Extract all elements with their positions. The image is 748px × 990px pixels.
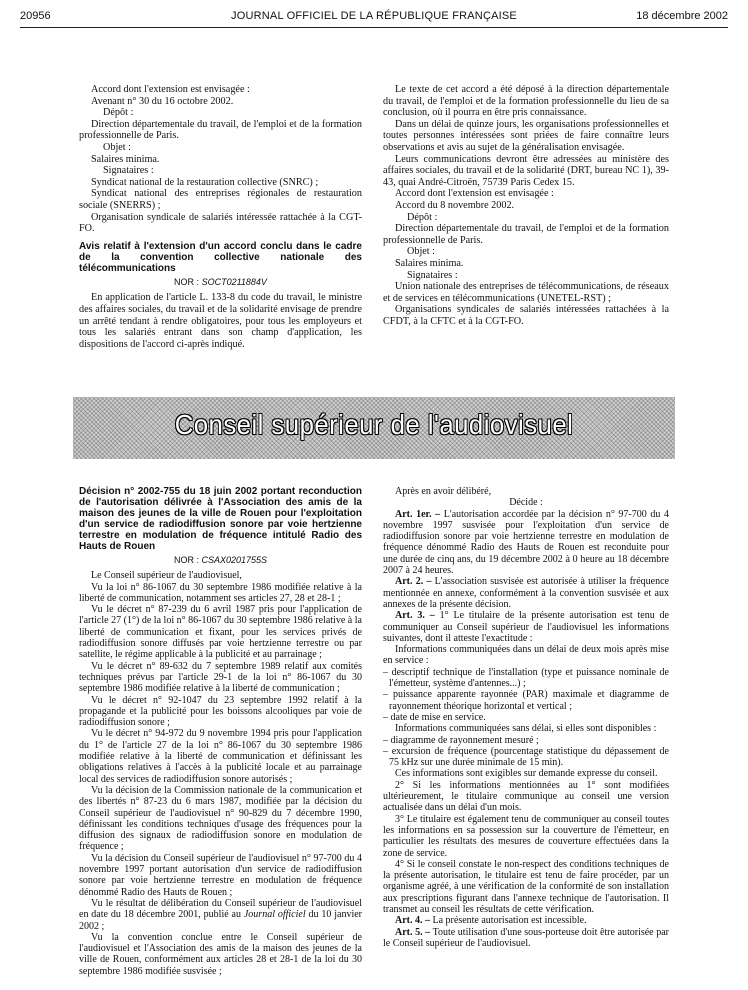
decision-articles-column [383, 486, 669, 949]
article-label: Art. 3. – [395, 610, 435, 622]
nor-code: SOCT0211884V [201, 276, 267, 287]
text-line: Vu la convention conclue entre le Conseil supérieur de l'audiovisuel et l'Association des amis de la maison des jeunes de la ville de Rouen, conformément aux articles 28 et 28-1 de la loi du 30 septembre 1986 modifiée susvisée ; [79, 931, 362, 977]
text-line: Signataires : [103, 165, 154, 177]
banner-title: Conseil supérieur de l'audiovisuel [174, 409, 574, 440]
journal-name: Journal officiel [243, 909, 306, 921]
nor-label: NOR : [174, 276, 202, 287]
article-label: Art. 4. – [395, 915, 430, 927]
list-item: – diagramme de rayonnement mesuré ; [383, 734, 539, 746]
text-line: Décide : [509, 497, 543, 509]
decision-title: Décision n° 2002-755 du 18 juin 2002 portant reconduction de l'autorisation délivrée à l'Association des amis de la maison des jeunes de la ville de Rouen pour l'exploitation d'un service de radiodiffusion sonore par voie hertzienne terrestre en modulation de fréquence intitulé Radio des Hauts de Rouen [79, 486, 362, 552]
text-line: Organisations syndicales de salariés intéressées rattachées à la CFDT, à la CFTC et à la CGT-FO. [383, 304, 669, 327]
section-banner [73, 397, 675, 459]
list-item: – date de mise en service. [383, 711, 486, 723]
article-text: L'association susvisée est autorisée à utiliser la fréquence mentionnée en annexe, conformément à la convention susvisée et aux annexes de la présente décision. [383, 576, 669, 610]
article-label: Art. 5. – [395, 926, 431, 938]
avis-title: Avis relatif à l'extension d'un accord conclu dans le cadre de la convention collective nationale des télécommunications [79, 240, 362, 274]
text-line: Direction départementale du travail, de l'emploi et de la formation professionnelle de Paris. [79, 118, 362, 142]
text-line: Dépôt : [103, 107, 134, 119]
text-line: Avenant n° 30 du 16 octobre 2002. [91, 95, 234, 107]
article-1 [383, 509, 669, 577]
text-line: Le texte de cet accord a été déposé à la direction départementale du travail, de l'emploi et de la formation professionnelle du lieu de sa conclusion, où il pourra en être pris connaissance. [383, 84, 669, 119]
text-line: Vu le décret n° 89-632 du 7 septembre 1989 relatif aux comités techniques prévus par l'article 29-1 de la loi n° 86-1067 du 30 septembre 1986 modifiée relative à la liberté de communication ; [79, 660, 362, 695]
text-line: Objet : [103, 141, 132, 153]
text-line: Syndicat national des entreprises régionales de restauration sociale (SNERRS) ; [79, 188, 362, 211]
text-line: Direction départementale du travail, de l'emploi et de la formation professionnelle de Paris. [383, 223, 669, 246]
list-item: – excursion de fréquence (pourcentage statistique du dépassement de 75 kHz sur une durée minimale de 15 min). [383, 745, 669, 769]
text-line: Dépôt : [407, 211, 438, 223]
text-line: Vu le décret n° 87-239 du 6 avril 1987 pris pour l'application de l'article 27 (1°) de la loi n° 86-1067 du 30 septembre 1986 relative à la liberté de communication et fixant, pour les services privés de radiodiffusion sonore diffusés par voie hertzienne terrestre ou par satellite, le régime applicable à la publicité et au parrainage ; [79, 604, 362, 661]
decision-column [79, 486, 362, 977]
left-top-column [79, 84, 362, 350]
text-line: Salaires minima. [395, 257, 464, 269]
article-4 [383, 915, 669, 926]
header-rule [20, 27, 728, 28]
text-line: Accord du 8 novembre 2002. [395, 199, 515, 211]
list-item: – puissance apparente rayonnée (PAR) maximale et diagramme de rayonnement théorique horizontal et vertical ; [383, 689, 669, 712]
article-text: La présente autorisation est incessible. [430, 915, 587, 927]
right-top-column [383, 84, 669, 327]
text-line: Signataires : [407, 269, 458, 281]
text-line: Le Conseil supérieur de l'audiovisuel, [91, 570, 242, 582]
text-line: Organisation syndicale de salariés intéressée rattachée à la CGT-FO. [79, 211, 362, 235]
avis-body: En application de l'article L. 133-8 du code du travail, le ministre des affaires sociales, du travail et de la solidarité envisage de prendre un arrêté tendant à rendre obligatoires, pour tous les employeurs et tous les salariés entrant dans son champ d'application, les dispositions de l'accord ci-après indiqué. [79, 292, 362, 350]
article-text: L'autorisation accordée par la décision n° 97-700 du 4 novembre 1997 susvisée pour l'exploitation d'un service de radiodiffusion sonore par voie hertzienne terrestre en modulation de fréquence dénommé Radio des Hauts de Rouen est reconduite pour une durée de cinq ans, du 19 décembre 2002 à 0 heure au 18 décembre 2007 à 24 heures. [383, 508, 669, 577]
text-line [79, 898, 362, 932]
text-span: du 10 janvier 2002 ; [79, 909, 362, 932]
text-line: Vu le décret n° 92-1047 du 23 septembre 1992 relatif à la propagande et la publicité pour les boissons alcooliques par voie de radiodiffusion sonore ; [79, 694, 362, 729]
text-line: Objet : [407, 246, 436, 258]
list-item: – descriptif technique de l'installation (type et puissance nominale de l'émetteur, système d'antennes...) ; [383, 666, 669, 690]
journal-title: JOURNAL OFFICIEL DE LA RÉPUBLIQUE FRANÇAISE [231, 10, 517, 22]
text-line: 3° Le titulaire est également tenu de communiquer au conseil toutes les informations en sa possession sur la couverture de l'émetteur, en particulier les résultats des mesures de couverture effectuées dans la zone de service. [383, 813, 669, 859]
article-label: Art. 2. – [395, 576, 432, 588]
text-line: Salaires minima. [91, 153, 160, 165]
page-number: 20956 [20, 10, 51, 22]
text-line: Vu la loi n° 86-1067 du 30 septembre 1986 modifiée relative à la liberté de communication, notamment ses articles 27, 28 et 28-1 ; [79, 581, 362, 604]
text-line: Ces informations sont exigibles sur demande expresse du conseil. [395, 768, 658, 780]
article-text: Toute utilisation d'une sous-porteuse doit être autorisée par le Conseil supérieur de l'audiovisuel. [383, 926, 669, 949]
text-line: Union nationale des entreprises de télécommunications, de réseaux et de services en télécommunications (UNETEL-RST) ; [383, 281, 669, 304]
article-text: 1° Le titulaire de la présente autorisation est tenu de communiquer au Conseil supérieur de l'audiovisuel les informations suivantes, dont il atteste l'exactitude : [383, 610, 669, 644]
article-5 [383, 927, 669, 950]
article-3 [383, 610, 669, 644]
text-line: Vu la décision de la Commission nationale de la communication et des libertés n° 87-23 du 6 mars 1987, modifiée par la décision du Conseil supérieur de l'audiovisuel n° 90-829 du 7 décembre 1990, définissant les conditions techniques d'usage des fréquences pour la diffusion des signaux de radiodiffusion sonore en modulation de fréquence ; [79, 784, 362, 853]
decision-nor [79, 555, 362, 566]
text-line: Informations communiquées dans un délai de deux mois après mise en service : [383, 644, 669, 667]
issue-date: 18 décembre 2002 [636, 10, 728, 22]
text-span: Vu le résultat de délibération du Conseil supérieur de l'audiovisuel en date du 18 décembre 2001, publié au [79, 897, 362, 921]
text-line: Syndicat national de la restauration collective (SNRC) ; [91, 176, 319, 188]
nor-code: CSAX0201755S [201, 555, 268, 565]
text-line: Dans un délai de quinze jours, les organisations professionnelles et toutes personnes intéressées sont priées de faire connaître leurs observations et avis au sujet de la généralisation envisagée. [383, 118, 669, 153]
avis-nor [79, 277, 362, 289]
text-line: Leurs communications devront être adressées au ministère des affaires sociales, du travail et de la solidarité (DRT, bureau NC 1), 39-43, quai André-Citroën, 75739 Paris Cedex 15. [383, 153, 669, 188]
article-2 [383, 576, 669, 610]
text-line: Accord dont l'extension est envisagée : [91, 84, 250, 95]
text-line: 4° Si le conseil constate le non-respect des conditions techniques de la présente autorisation, le titulaire est tenu de faire procéder, par un organisme agréé, à une vérification de la conformité de son installation aux prescriptions figurant dans l'annexe technique de l'autorisation. Il transmet au conseil les résultats de cette vérification. [383, 858, 669, 915]
article-label: Art. 1er. – [395, 508, 441, 520]
text-line: Informations communiquées sans délai, si elles sont disponibles : [395, 723, 657, 735]
text-line: Accord dont l'extension est envisagée : [395, 188, 554, 200]
text-line: 2° Si les informations mentionnées au 1° sont modifiées ultérieurement, le titulaire communique au conseil une version actualisée dans un délai d'un mois. [383, 779, 669, 814]
text-line: Après en avoir délibéré, [395, 486, 492, 497]
text-line: Vu le décret n° 94-972 du 9 novembre 1994 pris pour l'application du 1° de l'article 27 de la loi n° 86-1067 du 30 septembre 1986 modifiée relative à la liberté de communication et définissant les obligations relatives à l'accès à la publicité locale et au parrainage local des services de radiodiffusion sonore autorisés ; [79, 728, 362, 785]
nor-label: NOR : [173, 555, 202, 565]
page-header [20, 10, 728, 26]
text-line: Vu la décision du Conseil supérieur de l'audiovisuel n° 97-700 du 4 novembre 1997 portant autorisation d'un service de radiodiffusion sonore par voie hertzienne terrestre en modulation de fréquence dénommé Radio des Hauts de Rouen ; [79, 852, 362, 898]
